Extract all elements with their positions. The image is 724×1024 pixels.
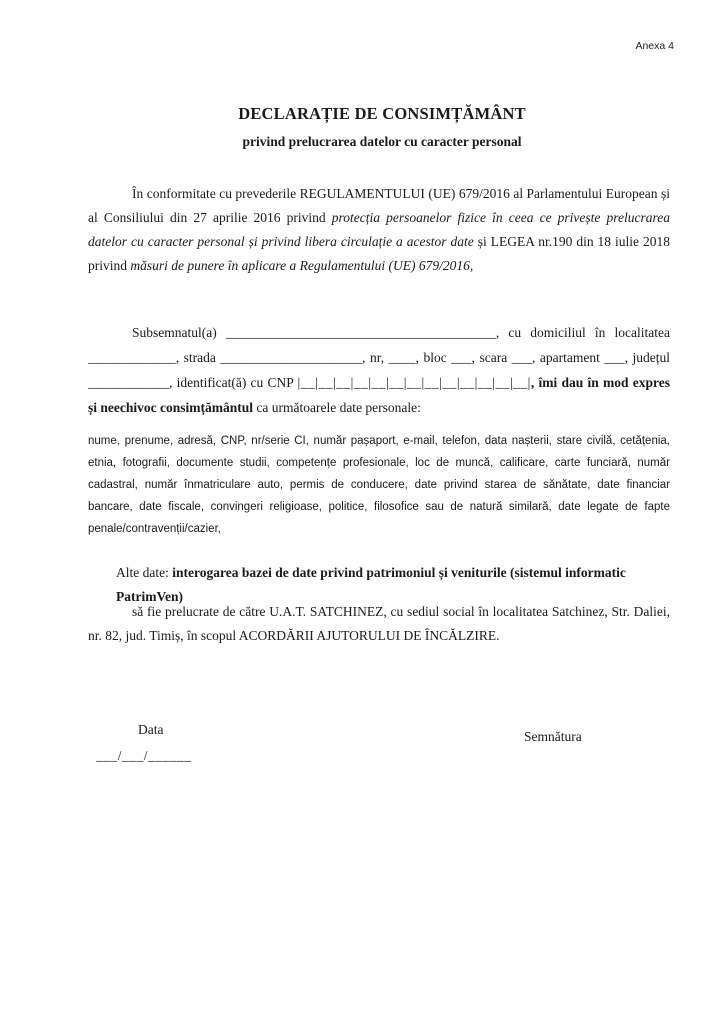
other-data-value: interogarea bazei de date privind patrimoniul și veniturile (sistemul informatic PatrimVen) <box>116 565 626 604</box>
other-data-label: Alte date: <box>116 565 173 580</box>
legal-basis-law-scope: măsuri de punere în aplicare a Regulamentului (UE) 679/2016 <box>130 258 470 273</box>
date-field: ___/___/______ <box>96 748 192 763</box>
annex-number: Anexa 4 <box>635 40 674 52</box>
legal-basis-text-2: și LEGEA nr.190 din 18 iulie 2018 privind <box>88 234 671 273</box>
consent-statement: , îmi dau în mod expres și neechivoc consimțământul <box>88 375 670 415</box>
signature-label: Semnătura <box>524 729 582 744</box>
consent-continuation: ca următoarele date personale: <box>253 400 421 415</box>
personal-data-list: nume, prenume, adresă, CNP, nr/serie CI, număr pașaport, e-mail, telefon, data nașterii, stare civilă, cetățenia, etnia, fotografii, documente studii, competențe profesionale, loc de muncă, calificare, carte funciară, număr cadastral, număr înmatriculare auto, permis de conducere, date privind starea de sănătate, date financiar bancare, date fiscale, convingeri religioase, politice, filosofice sau de natură similară, date legate de fapte penale/contravenții/cazier, <box>88 435 670 535</box>
document-subtitle: privind prelucrarea datelor cu caracter personal <box>242 134 522 149</box>
declarant-fields-text: Subsemnatul(a) ________________________________________, cu domiciliul în localitatea _____________, strada _____________________, nr, ____, bloc ___, scara ___, apartament ___, județul ____________, identificat(ă) cu CNP <box>88 325 670 390</box>
legal-basis-text-1: În conformitate cu prevederile REGULAMENTULUI (UE) 679/2016 al Parlamentului European și al Consiliului din 27 aprilie 2016 privind <box>88 186 670 225</box>
declarant-paragraph <box>88 320 670 420</box>
legal-basis-text-3: , <box>469 258 474 273</box>
legal-basis-paragraph <box>88 182 670 278</box>
purpose-paragraph: să fie prelucrate de către U.A.T. SATCHINEZ, cu sediul social în localitatea Satchinez, Str. Daliei, nr. 82, jud. Timiș, în scopul ACORDĂRII AJUTORULUI DE ÎNCĂLZIRE. <box>88 604 670 643</box>
cnp-boxes: |__|__|__|__|__|__|__|__|__|__|__|__|__| <box>297 375 531 390</box>
legal-basis-regulation-scope: protecția persoanelor fizice în ceea ce privește prelucrarea datelor cu caracter personal și privind libera circulație a acestor date <box>88 210 671 249</box>
date-label: Data <box>138 722 164 737</box>
document-title: DECLARAȚIE DE CONSIMȚĂMÂNT <box>238 104 526 123</box>
